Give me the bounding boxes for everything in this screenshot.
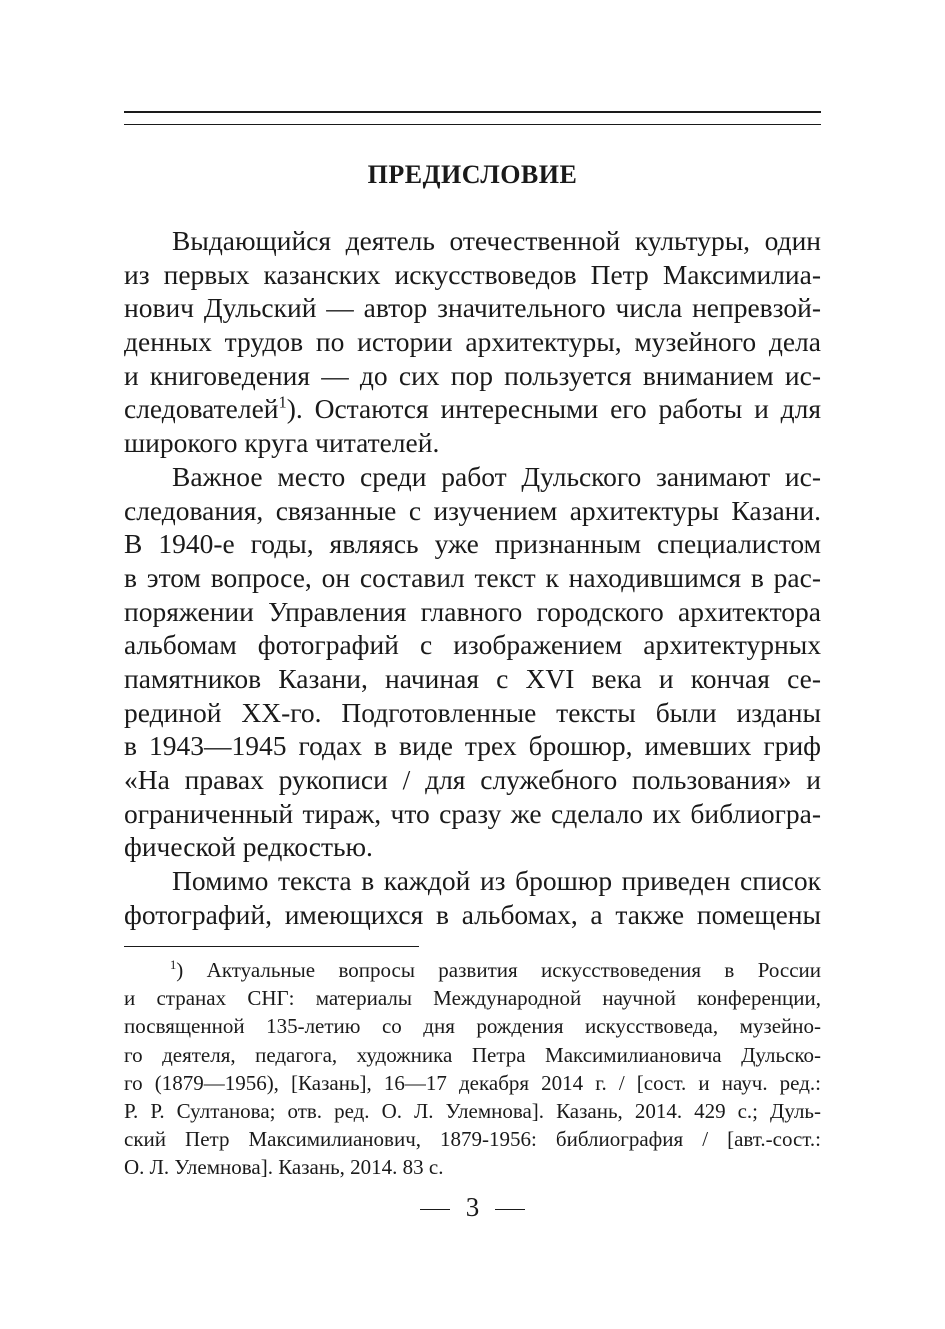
footnote-line: Р. Р. Султанова; отв. ред. О. Л. Улемнова]. Казань, 2014. 429 с.; Дуль- [124, 1098, 821, 1123]
text-line: нович Дульский — автор значительного числа непревзой- [124, 292, 821, 324]
page-number-dash-right [495, 1209, 525, 1210]
text-line: в этом вопросе, он составил текст к находившимся в рас- [124, 561, 821, 593]
footnote-line [124, 956, 821, 984]
text-line: Выдающийся деятель отечественной культуры, один [172, 225, 821, 256]
footnote-line: го (1879—1956), [Казань], 16—17 декабря 2014 г. / [сост. и науч. ред.: [124, 1070, 821, 1095]
text-line: денных трудов по истории архитектуры, музейного дела [124, 326, 821, 358]
header-rule-thick [124, 111, 821, 113]
paragraph-2 [124, 460, 821, 864]
text-fragment: ) Актуальные вопросы развития искусствоведения в России [176, 958, 821, 982]
footnote-line: и странах СНГ: материалы Международной научной конференции, [124, 986, 821, 1011]
paragraph-1 [124, 224, 821, 460]
text-line: следования, связанные с изучением архитектуры Казани. [124, 494, 821, 526]
text-line: фотографий, имеющихся в альбомах, а также помещены [124, 898, 821, 930]
text-fragment: ). Остаются интересными его работы и для [286, 393, 821, 425]
paragraph-3 [124, 864, 821, 931]
text-line: и книговедения — до сих пор пользуется вниманием ис- [124, 359, 821, 391]
footnote-marker: 1 [170, 957, 177, 972]
footnote [124, 956, 821, 1182]
footnote-line: посвященной 135-летию со дня рождения искусствоведа, музейно- [124, 1014, 821, 1039]
text-line-with-footnote [124, 392, 821, 426]
text-line: «На правах рукописи / для служебного пользования» и [124, 764, 821, 795]
text-line: ограниченный тираж, что сразу же сделало их библиогра- [124, 797, 821, 829]
text-line: в 1943—1945 годах в виде трех брошюр, имевших гриф [124, 730, 821, 762]
text-line: альбомам фотографий с изображением архитектурных [124, 629, 821, 661]
text-line: рединой XX-го. Подготовленные тексты были изданы [124, 696, 821, 728]
text-line: фической редкостью. [124, 831, 373, 863]
page-title: ПРЕДИСЛОВИЕ [367, 160, 578, 189]
footnote-line: ский Петр Максимилианович, 1879-1956: библиография / [авт.-сост.: [124, 1127, 821, 1152]
footnote-line: го деятеля, педагога, художника Петра Максимилиановича Дульско- [124, 1042, 821, 1067]
text-fragment: следователей [124, 393, 279, 425]
text-line: Важное место среди работ Дульского занимают ис- [172, 460, 821, 492]
footnote-reference[interactable]: 1 [278, 392, 287, 412]
page-number: 3 [465, 1192, 480, 1222]
page-number-dash-left [420, 1209, 450, 1210]
footnote-separator [124, 946, 419, 947]
text-line: Помимо текста в каждой из брошюр приведен список [172, 865, 821, 897]
text-line: из первых казанских искусствоведов Петр Максимилиа- [124, 258, 821, 290]
main-text [124, 224, 821, 931]
page-number-block [0, 1190, 945, 1224]
footnote-line: О. Л. Улемнова]. Казань, 2014. 83 с. [124, 1155, 444, 1180]
text-line: поряжении Управления главного городского архитектора [124, 595, 821, 627]
header-rule-thin [124, 124, 821, 125]
text-line: памятников Казани, начиная с XVI века и кончая се- [124, 662, 821, 694]
text-line: широкого круга читателей. [124, 427, 440, 459]
text-line: В 1940-е годы, являясь уже признанным специалистом [124, 528, 821, 560]
